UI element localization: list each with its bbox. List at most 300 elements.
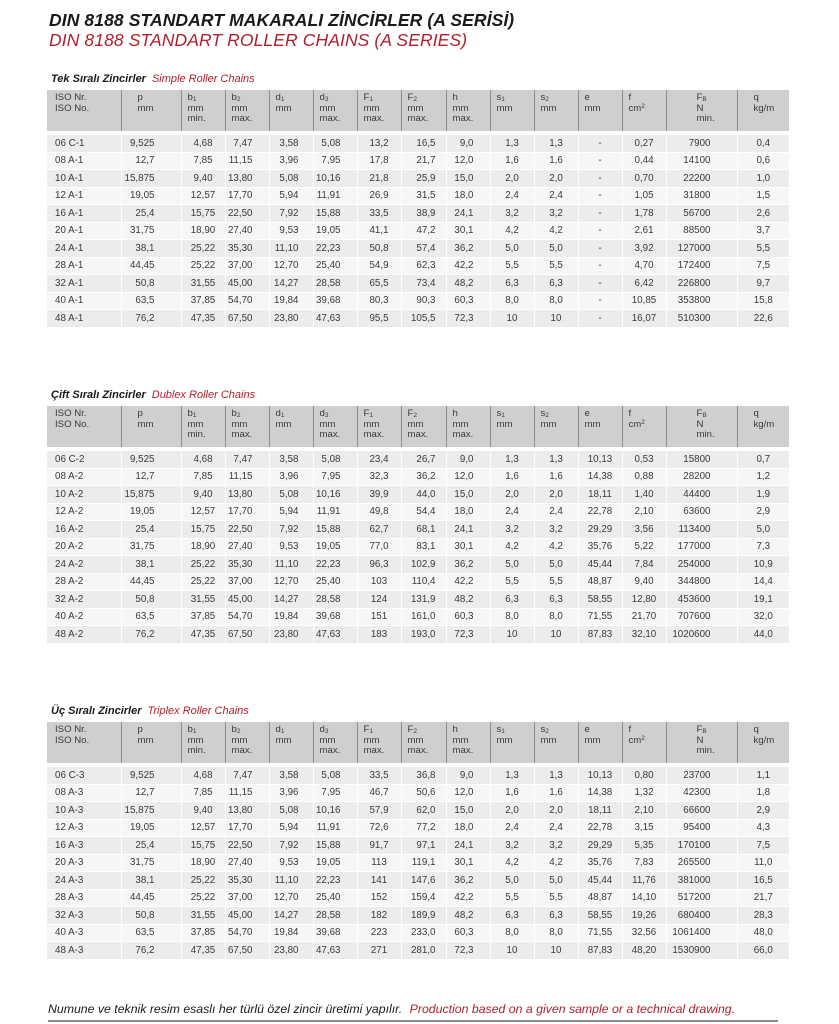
header-symbol: s: [496, 724, 502, 735]
cell-p: 76,2: [121, 310, 181, 327]
header-d1: [269, 90, 313, 131]
cell-b1: 18,90: [181, 222, 225, 240]
cell-h: 30,1: [446, 538, 490, 556]
cell-fb: 88500: [666, 222, 737, 240]
cell-iso-no: 10 A-3: [47, 802, 121, 820]
table-row: [47, 608, 789, 626]
footer-note: [48, 1002, 735, 1016]
header-symbol: d: [319, 92, 325, 103]
cell-b1: 18,90: [181, 854, 225, 872]
cell-f1: 39,9: [357, 486, 401, 504]
cell-fb: 381000: [666, 872, 737, 890]
cell-b1: 7,85: [181, 152, 225, 170]
cell-q: 2,6: [737, 205, 789, 223]
header-symbol: h: [452, 92, 458, 103]
cell-b2: 22,50: [225, 205, 269, 223]
cell-iso-no: 40 A-2: [47, 608, 121, 626]
table-row: [47, 486, 789, 504]
cell-p: 44,45: [121, 573, 181, 591]
cell-h: 60,3: [446, 924, 490, 942]
cell-d1: 19,84: [269, 608, 313, 626]
cell-d1: 23,80: [269, 942, 313, 959]
header-s2: [534, 406, 578, 447]
header-unit: cm: [628, 102, 642, 114]
cell-iso-no: 08 A-3: [47, 784, 121, 802]
cell-p: 19,05: [121, 819, 181, 837]
header-unit: mm: [187, 102, 204, 114]
header-qualifier: min.: [696, 745, 715, 756]
cell-b2: 11,15: [225, 468, 269, 486]
cell-e: -: [578, 240, 622, 258]
cell-s2: 10: [534, 942, 578, 959]
cell-q: 48,0: [737, 924, 789, 942]
cell-f2: 68,1: [401, 521, 446, 539]
cell-d3: 10,16: [313, 170, 357, 188]
header-unit: mm: [231, 418, 248, 430]
triplex-chains-section: [47, 704, 789, 959]
cell-e: -: [578, 205, 622, 223]
table-row: [47, 257, 789, 275]
cell-q: 3,7: [737, 222, 789, 240]
cell-d1: 9,53: [269, 222, 313, 240]
cell-q: 16,5: [737, 872, 789, 890]
cell-s1: 6,3: [490, 591, 534, 609]
header-symbol: F: [407, 408, 414, 419]
cell-b2: 27,40: [225, 222, 269, 240]
cell-p: 15,875: [121, 802, 181, 820]
header-d1: [269, 722, 313, 763]
cell-q: 0,4: [737, 135, 789, 153]
cell-b1: 15,75: [181, 205, 225, 223]
header-symbol: h: [452, 724, 458, 735]
header-symbol: q: [753, 724, 759, 735]
cell-s1: 1,6: [490, 152, 534, 170]
header-iso-line2: ISO No.: [55, 418, 90, 430]
page-title: DIN 8188 STANDART MAKARALI ZİNCİRLER (A SERİSİ): [49, 10, 515, 30]
cell-f: 1,32: [622, 784, 666, 802]
cell-b2: 37,00: [225, 889, 269, 907]
cell-s1: 5,5: [490, 257, 534, 275]
cell-iso-no: 32 A-3: [47, 907, 121, 925]
cell-f: 3,15: [622, 819, 666, 837]
cell-s2: 1,3: [534, 451, 578, 469]
cell-f1: 113: [357, 854, 401, 872]
section-title-en: Simple Roller Chains: [151, 73, 255, 85]
cell-e: 45,44: [578, 556, 622, 574]
table-row: [47, 538, 789, 556]
cell-s1: 2,4: [490, 819, 534, 837]
cell-f1: 223: [357, 924, 401, 942]
cell-e: 35,76: [578, 854, 622, 872]
cell-p: 25,4: [121, 521, 181, 539]
cell-d1: 12,70: [269, 257, 313, 275]
cell-q: 5,0: [737, 521, 789, 539]
cell-d1: 9,53: [269, 854, 313, 872]
cell-d3: 19,05: [313, 222, 357, 240]
cell-s2: 8,0: [534, 292, 578, 310]
cell-b1: 15,75: [181, 521, 225, 539]
cell-d3: 47,63: [313, 310, 357, 327]
cell-s2: 2,0: [534, 802, 578, 820]
header-d3: [313, 722, 357, 763]
cell-fb: 31800: [666, 187, 737, 205]
cell-b1: 12,57: [181, 187, 225, 205]
cell-d1: 5,94: [269, 187, 313, 205]
cell-d3: 19,05: [313, 538, 357, 556]
cell-f1: 17,8: [357, 152, 401, 170]
header-subscript: 1: [501, 728, 505, 735]
cell-b2: 7,47: [225, 451, 269, 469]
cell-fb: 63600: [666, 503, 737, 521]
cell-b1: 15,75: [181, 837, 225, 855]
cell-h: 9,0: [446, 767, 490, 785]
header-d1: [269, 406, 313, 447]
cell-b1: 31,55: [181, 907, 225, 925]
cell-s1: 5,0: [490, 556, 534, 574]
header-qualifier: max.: [319, 113, 341, 124]
cell-f: 3,56: [622, 521, 666, 539]
cell-f: 14,10: [622, 889, 666, 907]
header-row: [47, 722, 789, 763]
cell-d1: 5,08: [269, 802, 313, 820]
cell-s2: 8,0: [534, 608, 578, 626]
header-qualifier: max.: [407, 113, 429, 124]
cell-p: 19,05: [121, 187, 181, 205]
cell-b1: 25,22: [181, 889, 225, 907]
cell-p: 44,45: [121, 257, 181, 275]
cell-f1: 183: [357, 626, 401, 643]
cell-f2: 21,7: [401, 152, 446, 170]
cell-e: 14,38: [578, 784, 622, 802]
cell-f2: 54,4: [401, 503, 446, 521]
header-q: [737, 90, 789, 131]
cell-b2: 45,00: [225, 275, 269, 293]
cell-p: 25,4: [121, 205, 181, 223]
header-unit: mm: [407, 418, 424, 430]
cell-fb: 23700: [666, 767, 737, 785]
cell-b1: 4,68: [181, 451, 225, 469]
cell-d1: 3,96: [269, 784, 313, 802]
cell-d3: 10,16: [313, 486, 357, 504]
cell-fb: 1061400: [666, 924, 737, 942]
cell-f1: 23,4: [357, 451, 401, 469]
cell-d3: 28,58: [313, 907, 357, 925]
section-title-en: Triplex Roller Chains: [147, 705, 249, 717]
cell-h: 12,0: [446, 152, 490, 170]
header-symbol: s: [540, 92, 546, 103]
cell-b1: 7,85: [181, 784, 225, 802]
cell-f: 32,56: [622, 924, 666, 942]
cell-p: 76,2: [121, 626, 181, 643]
table-row: [47, 837, 789, 855]
table-row: [47, 924, 789, 942]
cell-f1: 96,3: [357, 556, 401, 574]
header-symbol: F: [696, 408, 703, 419]
cell-f2: 189,9: [401, 907, 446, 925]
cell-p: 31,75: [121, 854, 181, 872]
cell-d3: 15,88: [313, 521, 357, 539]
header-s2: [534, 90, 578, 131]
cell-e: -: [578, 135, 622, 153]
table-row: [47, 889, 789, 907]
cell-f2: 31,5: [401, 187, 446, 205]
cell-b2: 45,00: [225, 907, 269, 925]
cell-f: 2,61: [622, 222, 666, 240]
header-symbol: d: [275, 408, 281, 419]
cell-b1: 47,35: [181, 626, 225, 643]
header-subscript: 2: [545, 728, 549, 735]
header-unit: mm: [275, 734, 292, 746]
cell-s1: 1,3: [490, 451, 534, 469]
cell-h: 30,1: [446, 854, 490, 872]
cell-iso-no: 24 A-1: [47, 240, 121, 258]
header-b2: [225, 722, 269, 763]
cell-f: 1,40: [622, 486, 666, 504]
cell-fb: 510300: [666, 310, 737, 327]
cell-fb: 14100: [666, 152, 737, 170]
cell-f: 11,76: [622, 872, 666, 890]
cell-iso-no: 12 A-1: [47, 187, 121, 205]
cell-d3: 25,40: [313, 257, 357, 275]
header-symbol: b: [231, 408, 237, 419]
cell-f2: 36,8: [401, 767, 446, 785]
header-symbol: f: [628, 724, 632, 735]
cell-q: 7,5: [737, 837, 789, 855]
header-unit: mm: [584, 734, 601, 746]
cell-b1: 4,68: [181, 135, 225, 153]
cell-f1: 49,8: [357, 503, 401, 521]
header-unit: mm: [231, 734, 248, 746]
cell-f2: 83,1: [401, 538, 446, 556]
header-symbol: f: [628, 92, 632, 103]
cell-s2: 5,0: [534, 556, 578, 574]
cell-iso-no: 24 A-3: [47, 872, 121, 890]
cell-f: 2,10: [622, 802, 666, 820]
cell-h: 18,0: [446, 187, 490, 205]
header-subscript: 3: [324, 412, 329, 419]
cell-fb: 15800: [666, 451, 737, 469]
cell-b1: 9,40: [181, 486, 225, 504]
cell-fb: 42300: [666, 784, 737, 802]
cell-f: 32,10: [622, 626, 666, 643]
cell-q: 7,3: [737, 538, 789, 556]
table-row: [47, 784, 789, 802]
cell-f2: 193,0: [401, 626, 446, 643]
cell-fb: 254000: [666, 556, 737, 574]
cell-p: 9,525: [121, 451, 181, 469]
header-symbol: e: [584, 724, 590, 735]
cell-fb: 170100: [666, 837, 737, 855]
header-symbol: b: [187, 724, 193, 735]
header-f: [622, 406, 666, 447]
cell-b1: 25,22: [181, 240, 225, 258]
cell-fb: 56700: [666, 205, 737, 223]
cell-b2: 67,50: [225, 626, 269, 643]
cell-d3: 39,68: [313, 608, 357, 626]
cell-iso-no: 08 A-2: [47, 468, 121, 486]
cell-f1: 80,3: [357, 292, 401, 310]
header-subscript: 1: [192, 728, 197, 735]
cell-f: 12,80: [622, 591, 666, 609]
cell-e: 58,55: [578, 591, 622, 609]
cell-d3: 28,58: [313, 591, 357, 609]
cell-f2: 233,0: [401, 924, 446, 942]
header-unit: mm: [584, 102, 601, 114]
chain-spec-table: [47, 90, 789, 327]
cell-b2: 27,40: [225, 854, 269, 872]
cell-p: 44,45: [121, 889, 181, 907]
header-b1: [181, 90, 225, 131]
section-title-tr: Tek Sıralı Zincirler: [51, 73, 146, 85]
header-unit: mm: [452, 102, 469, 114]
header-unit: mm: [187, 734, 204, 746]
cell-f: 5,22: [622, 538, 666, 556]
cell-f1: 151: [357, 608, 401, 626]
cell-d3: 10,16: [313, 802, 357, 820]
table-row: [47, 503, 789, 521]
cell-q: 9,7: [737, 275, 789, 293]
cell-p: 19,05: [121, 503, 181, 521]
header-symbol: b: [187, 92, 193, 103]
cell-f: 7,84: [622, 556, 666, 574]
cell-fb: 226800: [666, 275, 737, 293]
cell-q: 66,0: [737, 942, 789, 959]
cell-s1: 1,3: [490, 135, 534, 153]
header-s1: [490, 722, 534, 763]
header-symbol: F: [363, 408, 370, 419]
cell-s1: 3,2: [490, 205, 534, 223]
table-row: [47, 802, 789, 820]
cell-p: 38,1: [121, 240, 181, 258]
header-qualifier: max.: [231, 113, 253, 124]
table-row: [47, 854, 789, 872]
cell-d1: 12,70: [269, 889, 313, 907]
cell-f2: 57,4: [401, 240, 446, 258]
cell-s2: 1,3: [534, 135, 578, 153]
cell-f2: 44,0: [401, 486, 446, 504]
cell-iso-no: 16 A-2: [47, 521, 121, 539]
header-unit: cm: [628, 418, 642, 430]
cell-e: 29,29: [578, 521, 622, 539]
header-unit: mm: [187, 418, 204, 430]
header-unit: mm: [319, 734, 336, 746]
cell-d3: 22,23: [313, 240, 357, 258]
section-title: [51, 72, 789, 86]
cell-d1: 9,53: [269, 538, 313, 556]
cell-f2: 50,6: [401, 784, 446, 802]
cell-b1: 37,85: [181, 608, 225, 626]
header-symbol: s: [496, 408, 502, 419]
cell-e: 22,78: [578, 819, 622, 837]
cell-b2: 54,70: [225, 924, 269, 942]
cell-s2: 8,0: [534, 924, 578, 942]
cell-h: 42,2: [446, 257, 490, 275]
cell-d3: 15,88: [313, 837, 357, 855]
header-qualifier: max.: [452, 745, 474, 756]
cell-p: 76,2: [121, 942, 181, 959]
header-subscript: 3: [324, 728, 329, 735]
header-subscript: 2: [236, 412, 241, 419]
cell-s1: 4,2: [490, 538, 534, 556]
cell-b2: 35,30: [225, 872, 269, 890]
cell-q: 1,2: [737, 468, 789, 486]
header-symbol: f: [628, 408, 632, 419]
header-symbol: p: [137, 408, 143, 419]
footer-divider: [48, 1020, 778, 1022]
cell-iso-no: 08 A-1: [47, 152, 121, 170]
cell-fb: 265500: [666, 854, 737, 872]
cell-fb: 66600: [666, 802, 737, 820]
cell-q: 1,8: [737, 784, 789, 802]
header-superscript: 2: [641, 418, 645, 426]
cell-fb: 1020600: [666, 626, 737, 643]
cell-e: 58,55: [578, 907, 622, 925]
header-unit: kg/m: [753, 418, 775, 430]
header-symbol: F: [363, 92, 370, 103]
cell-h: 30,1: [446, 222, 490, 240]
header-q: [737, 722, 789, 763]
header-s1: [490, 406, 534, 447]
table-row: [47, 907, 789, 925]
cell-fb: 1530900: [666, 942, 737, 959]
cell-iso-no: 28 A-3: [47, 889, 121, 907]
header-qualifier: min.: [696, 429, 715, 440]
header-subscript: 1: [369, 412, 373, 419]
cell-d1: 12,70: [269, 573, 313, 591]
chain-spec-table: [47, 722, 789, 959]
cell-h: 18,0: [446, 819, 490, 837]
cell-q: 0,6: [737, 152, 789, 170]
cell-d3: 11,91: [313, 503, 357, 521]
table-row: [47, 240, 789, 258]
header-h: [446, 722, 490, 763]
cell-p: 38,1: [121, 556, 181, 574]
cell-iso-no: 24 A-2: [47, 556, 121, 574]
cell-d1: 19,84: [269, 292, 313, 310]
cell-d3: 25,40: [313, 889, 357, 907]
cell-s2: 2,4: [534, 503, 578, 521]
section-title-tr: Çift Sıralı Zincirler: [51, 389, 146, 401]
table-row: [47, 573, 789, 591]
section-title-en: Dublex Roller Chains: [151, 389, 256, 401]
cell-fb: 344800: [666, 573, 737, 591]
cell-e: 14,38: [578, 468, 622, 486]
header-unit: mm: [407, 734, 424, 746]
header-unit: mm: [540, 734, 557, 746]
cell-d1: 5,08: [269, 486, 313, 504]
header-qualifier: max.: [231, 745, 253, 756]
cell-q: 15,8: [737, 292, 789, 310]
header-subscript: 1: [501, 96, 505, 103]
cell-f1: 65,5: [357, 275, 401, 293]
table-row: [47, 170, 789, 188]
cell-iso-no: 48 A-2: [47, 626, 121, 643]
cell-b1: 47,35: [181, 310, 225, 327]
header-unit: mm: [137, 734, 154, 746]
cell-q: 44,0: [737, 626, 789, 643]
cell-d3: 15,88: [313, 205, 357, 223]
cell-b1: 31,55: [181, 591, 225, 609]
header-unit: mm: [137, 102, 154, 114]
cell-q: 1,5: [737, 187, 789, 205]
cell-f2: 26,7: [401, 451, 446, 469]
header-qualifier: max.: [319, 429, 341, 440]
cell-s2: 1,6: [534, 784, 578, 802]
cell-h: 12,0: [446, 784, 490, 802]
cell-f: 0,88: [622, 468, 666, 486]
cell-d1: 3,58: [269, 767, 313, 785]
cell-s1: 5,5: [490, 573, 534, 591]
